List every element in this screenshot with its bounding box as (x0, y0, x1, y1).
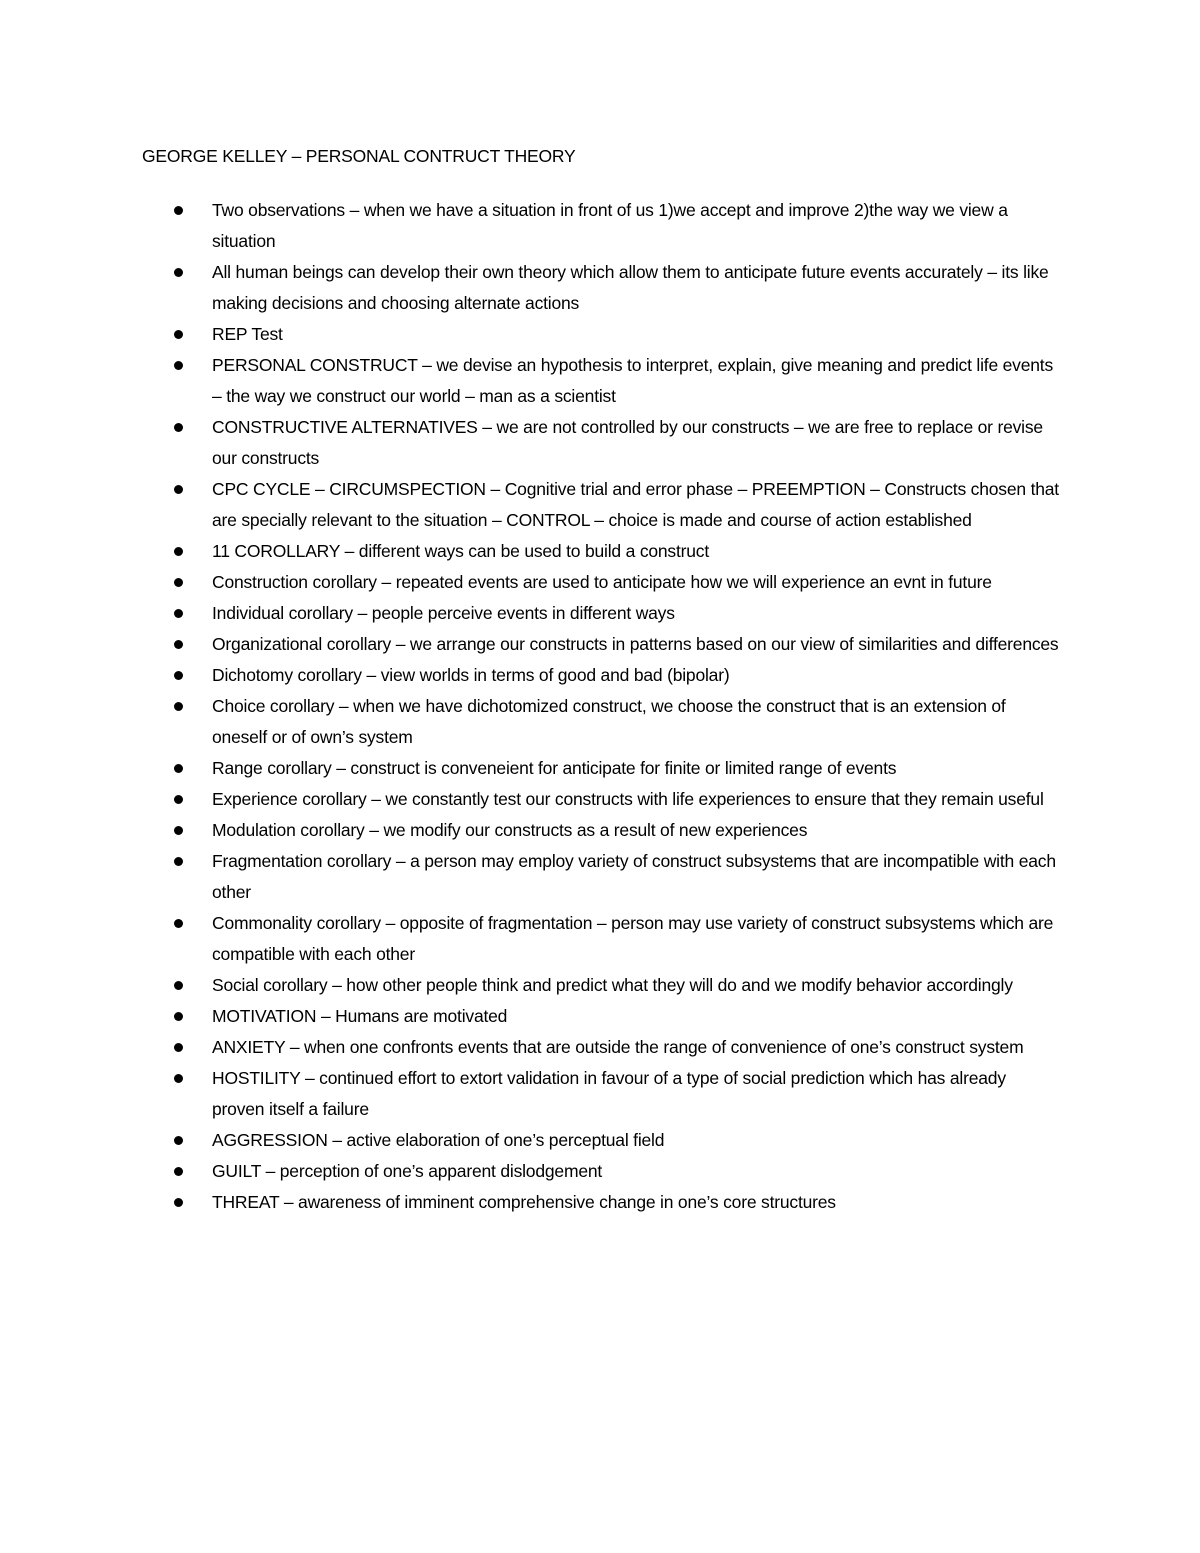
list-item (142, 1063, 1062, 1125)
list-item-text: GUILT – perception of one’s apparent dislodgement (212, 1161, 603, 1181)
list-item (142, 195, 1062, 257)
list-item-text: Dichotomy corollary – view worlds in terms of good and bad (bipolar) (212, 665, 730, 685)
bullet-icon (174, 1043, 183, 1052)
list-item (142, 784, 1062, 815)
bullet-icon (174, 578, 183, 587)
list-item-text: Commonality corollary – opposite of fragmentation – person may use variety of construct subsystems which are compatible with each other (212, 913, 1054, 964)
list-item (142, 536, 1062, 567)
list-item (142, 412, 1062, 474)
list-item-text: Organizational corollary – we arrange our constructs in patterns based on our view of similarities and differences (212, 634, 1059, 654)
list-item (142, 1187, 1062, 1218)
list-item-text: Range corollary – construct is conveneient for anticipate for finite or limited range of events (212, 758, 897, 778)
bullet-icon (174, 702, 183, 711)
bullet-icon (174, 485, 183, 494)
bullet-icon (174, 826, 183, 835)
list-item (142, 598, 1062, 629)
list-item-text: All human beings can develop their own theory which allow them to anticipate future events accurately – its like making decisions and choosing alternate actions (212, 262, 1049, 313)
list-item (142, 567, 1062, 598)
list-item-text: ANXIETY – when one confronts events that are outside the range of convenience of one’s construct system (212, 1037, 1024, 1057)
bullet-icon (174, 609, 183, 618)
bullet-icon (174, 330, 183, 339)
bullet-icon (174, 547, 183, 556)
list-item-text: CONSTRUCTIVE ALTERNATIVES – we are not controlled by our constructs – we are free to replace or revise our constructs (212, 417, 1043, 468)
list-item-text: Two observations – when we have a situation in front of us 1)we accept and improve 2)the way we view a situation (212, 200, 1008, 251)
bullet-icon (174, 671, 183, 680)
list-item (142, 908, 1062, 970)
bullet-icon (174, 981, 183, 990)
bullet-icon (174, 795, 183, 804)
list-item-text: Individual corollary – people perceive events in different ways (212, 603, 675, 623)
bullet-icon (174, 1167, 183, 1176)
list-item-text: Fragmentation corollary – a person may employ variety of construct subsystems that are incompatible with each other (212, 851, 1056, 902)
list-item-text: 11 COROLLARY – different ways can be used to build a construct (212, 541, 710, 561)
list-item-text: THREAT – awareness of imminent comprehensive change in one’s core structures (212, 1192, 836, 1212)
list-item (142, 815, 1062, 846)
list-item (142, 350, 1062, 412)
list-item-text: Modulation corollary – we modify our constructs as a result of new experiences (212, 820, 808, 840)
list-item (142, 1001, 1062, 1032)
list-item-text: Experience corollary – we constantly test our constructs with life experiences to ensure that they remain useful (212, 789, 1044, 809)
bullet-icon (174, 423, 183, 432)
document-title: GEORGE KELLEY – PERSONAL CONTRUCT THEORY (142, 146, 576, 166)
bullet-icon (174, 640, 183, 649)
list-item (142, 846, 1062, 908)
list-item-text: AGGRESSION – active elaboration of one’s perceptual field (212, 1130, 665, 1150)
list-item (142, 257, 1062, 319)
list-item-text: Construction corollary – repeated events are used to anticipate how we will experience an evnt in future (212, 572, 992, 592)
bullet-list (142, 195, 1062, 1218)
bullet-icon (174, 206, 183, 215)
bullet-icon (174, 1012, 183, 1021)
list-item (142, 1032, 1062, 1063)
list-item-text: Choice corollary – when we have dichotomized construct, we choose the construct that is an extension of oneself or of own’s system (212, 696, 1006, 747)
bullet-icon (174, 857, 183, 866)
bullet-icon (174, 1136, 183, 1145)
list-item-text: HOSTILITY – continued effort to extort validation in favour of a type of social prediction which has already proven itself a failure (212, 1068, 1006, 1119)
list-item-text: CPC CYCLE – CIRCUMSPECTION – Cognitive trial and error phase – PREEMPTION – Constructs chosen that are specially relevant to the situation – CONTROL – choice is made and course of action established (212, 479, 1059, 530)
list-item-text: MOTIVATION – Humans are motivated (212, 1006, 508, 1026)
list-item (142, 474, 1062, 536)
list-item-text: REP Test (212, 324, 283, 344)
bullet-icon (174, 764, 183, 773)
list-item (142, 691, 1062, 753)
list-item-text: Social corollary – how other people think and predict what they will do and we modify behavior accordingly (212, 975, 1013, 995)
list-item (142, 629, 1062, 660)
list-item (142, 753, 1062, 784)
list-item (142, 660, 1062, 691)
bullet-icon (174, 1198, 183, 1207)
list-item (142, 1125, 1062, 1156)
list-item (142, 1156, 1062, 1187)
bullet-icon (174, 361, 183, 370)
bullet-icon (174, 1074, 183, 1083)
list-item (142, 970, 1062, 1001)
list-item-text: PERSONAL CONSTRUCT – we devise an hypothesis to interpret, explain, give meaning and predict life events – the way we construct our world – man as a scientist (212, 355, 1054, 406)
bullet-icon (174, 268, 183, 277)
bullet-icon (174, 919, 183, 928)
list-item (142, 319, 1062, 350)
